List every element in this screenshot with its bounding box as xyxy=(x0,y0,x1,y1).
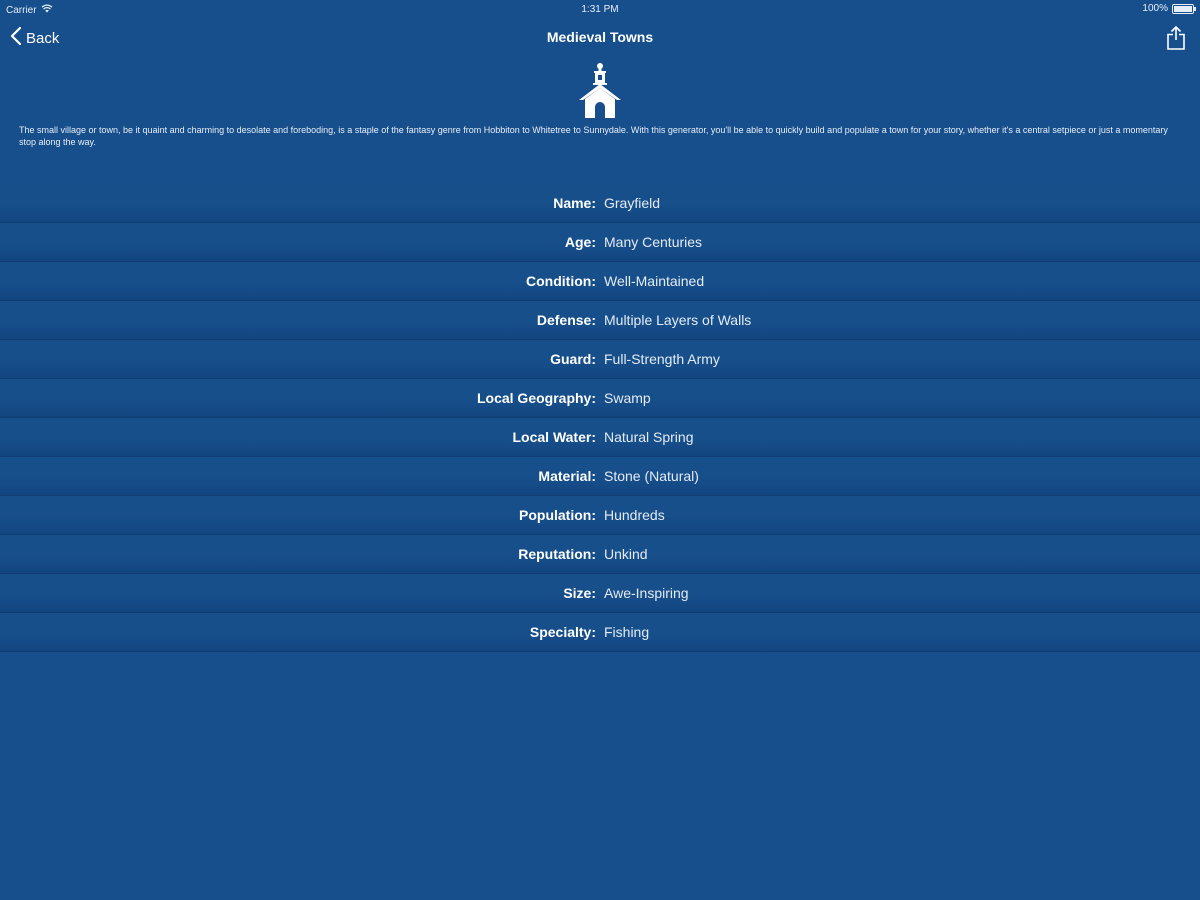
detail-row xyxy=(0,418,1200,457)
share-button[interactable] xyxy=(1166,25,1186,56)
description-text: The small village or town, be it quaint and charming to desolate and foreboding, is a staple of the fantasy genre from Hobbiton to Whitetree to Sunnydale. With this generator, you'll be able to quickly build and populate a town for your story, whether it's a central setpiece or just a momentary stop along the way. xyxy=(19,125,1168,147)
share-icon xyxy=(1166,38,1186,55)
battery-icon xyxy=(1172,4,1194,14)
detail-value: Unkind xyxy=(604,546,648,562)
detail-label: Defense: xyxy=(536,312,596,328)
detail-row xyxy=(0,262,1200,301)
detail-value: Many Centuries xyxy=(604,234,703,250)
detail-label: Specialty: xyxy=(529,624,596,640)
detail-label: Reputation: xyxy=(518,546,596,562)
detail-row xyxy=(0,340,1200,379)
details-list xyxy=(0,184,1200,652)
detail-value: Hundreds xyxy=(604,507,665,523)
battery-percent: 100% xyxy=(1142,3,1168,14)
battery-fill xyxy=(1174,6,1192,12)
detail-value: Multiple Layers of Walls xyxy=(604,312,752,328)
detail-value: Swamp xyxy=(604,390,651,406)
detail-row xyxy=(0,301,1200,340)
status-right xyxy=(1142,3,1194,14)
detail-value: Stone (Natural) xyxy=(604,468,699,484)
detail-row xyxy=(0,496,1200,535)
detail-row xyxy=(0,535,1200,574)
back-label: Back xyxy=(26,29,60,47)
detail-label: Population: xyxy=(519,507,596,523)
detail-row xyxy=(0,457,1200,496)
detail-row xyxy=(0,184,1200,223)
carrier-label: Carrier xyxy=(6,4,37,16)
detail-value: Natural Spring xyxy=(604,429,694,445)
detail-value: Full-Strength Army xyxy=(604,351,720,367)
town-hall-icon xyxy=(578,62,622,120)
detail-value: Grayfield xyxy=(604,195,661,211)
detail-row xyxy=(0,223,1200,262)
status-time: 1:31 PM xyxy=(581,4,619,15)
nav-bar xyxy=(0,20,1200,56)
detail-label: Guard: xyxy=(550,351,596,367)
status-bar xyxy=(0,0,1200,20)
detail-label: Material: xyxy=(538,468,596,484)
detail-row xyxy=(0,379,1200,418)
page-title: Medieval Towns xyxy=(546,29,654,45)
detail-label: Name: xyxy=(553,195,596,211)
detail-label: Size: xyxy=(563,585,596,601)
detail-value: Well-Maintained xyxy=(604,273,705,289)
detail-row xyxy=(0,613,1200,652)
detail-value: Awe-Inspiring xyxy=(604,585,689,601)
detail-label: Age: xyxy=(564,234,596,250)
detail-row xyxy=(0,574,1200,613)
detail-label: Local Water: xyxy=(512,429,596,445)
detail-label: Condition: xyxy=(526,273,596,289)
detail-label: Local Geography: xyxy=(476,390,596,406)
detail-value: Fishing xyxy=(604,624,650,640)
